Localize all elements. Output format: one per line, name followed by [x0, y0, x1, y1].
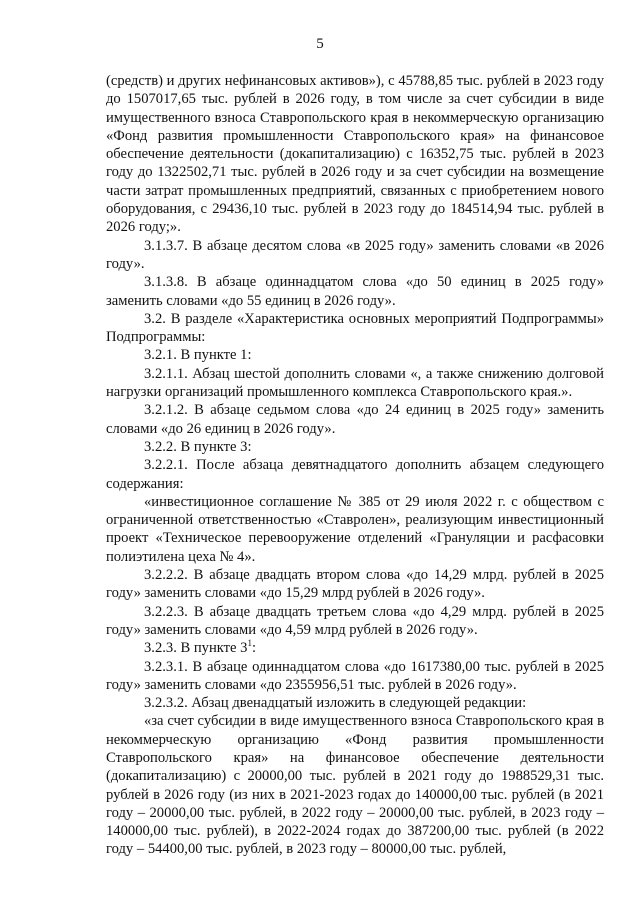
- superscript-1: 1: [247, 638, 252, 649]
- paragraph-3-2-3-2: 3.2.3.2. Абзац двенадцатый изложить в следующей редакции:: [144, 695, 527, 712]
- paragraph-3-2-1-1: 3.2.1.1. Абзац шестой дополнить словами «, а также снижению долговой нагрузки организаций промышленного комплекса Ставропольского края.».: [106, 365, 604, 401]
- paragraph-3-1-3-7: 3.1.3.7. В абзаце десятом слова «в 2025 году» заменить словами «в 2026 году».: [106, 237, 604, 272]
- paragraph-3-2-3-tail: :: [251, 640, 257, 657]
- paragraph-3-2-3-1: 3.2.3.1. В абзаце одиннадцатом слова «до 1617380,00 тыс. рублей в 2025 году» заменить словами «до 2355956,51 тыс. рублей в 2026 году».: [106, 658, 604, 693]
- paragraph-3-2-3: [106, 639, 604, 657]
- paragraph-3-2-3-text: 3.2.3. В пункте 3: [144, 640, 248, 657]
- paragraph-3-2-2: 3.2.2. В пункте 3:: [144, 438, 252, 455]
- paragraph-new-wording: «за счет субсидии в виде имущественного взноса Ставропольского края в некоммерческую организацию «Фонд развития промышленности Ставропольского края» на финансовое обеспечение деятельности (докапитализацию) с 20000,00 тыс. рублей в 2021 году до 1988529,31 тыс. рублей в 2026 году (из них в 2021-2023 годах до 140000,00 тыс. рублей (в 2021 году – 20000,00 тыс. рублей, в 2022 году – 20000,00 тыс. рублей, в 2023 году – 140000,00 тыс. рублей), в 2022-2024 годах до 387200,00 тыс. рублей (в 2022 году – 54400,00 тыс. рублей, в 2023 году – 80000,00 тыс. рублей,: [106, 713, 604, 858]
- paragraph-3-2-1-2: 3.2.1.2. В абзаце седьмом слова «до 24 единиц в 2025 году» заменить словами «до 26 единиц в 2026 году».: [106, 402, 604, 437]
- paragraph-3-2-2-1: 3.2.2.1. После абзаца девятнадцатого дополнить абзацем следующего содержания:: [106, 457, 604, 492]
- paragraph-3-2-2-3: 3.2.2.3. В абзаце двадцать третьем слова «до 4,29 млрд. рублей в 2025 году» заменить словами «до 4,59 млрд рублей в 2026 году».: [106, 603, 604, 638]
- paragraph-3-1-3-8: 3.1.3.8. В абзаце одиннадцатом слова «до 50 единиц в 2025 году» заменить словами «до 55 единиц в 2026 году».: [106, 274, 604, 309]
- paragraph-3-2-1: 3.2.1. В пункте 1:: [144, 347, 252, 364]
- paragraph-continuation: (средств) и других нефинансовых активов»), с 45788,85 тыс. рублей в 2023 году до 1507017,65 тыс. рублей в 2026 году, в том числе за счет субсидии в виде имущественного взноса Ставропольского края в некоммерческую организацию «Фонд развития промышленности Ставропольского края» на финансовое обеспечение деятельности (докапитализацию) с 16352,75 тыс. рублей в 2023 году до 1322502,71 тыс. рублей в 2026 году и за счет субсидии на возмещение части затрат промышленных предприятий, связанных с приобретением нового оборудования, с 29436,10 тыс. рублей в 2023 году до 184514,94 тыс. рублей в 2026 году;».: [106, 73, 604, 236]
- paragraph-3-2-2-2: 3.2.2.2. В абзаце двадцать втором слова «до 14,29 млрд. рублей в 2025 году» заменить словами «до 15,29 млрд рублей в 2026 году».: [106, 567, 604, 602]
- document-body: [106, 72, 604, 859]
- page-number: 5: [316, 36, 324, 52]
- paragraph-3-2: 3.2. В разделе «Характеристика основных мероприятий Подпрограммы» Подпрограммы:: [106, 310, 604, 346]
- paragraph-investment-agreement: «инвестиционное соглашение № 385 от 29 июля 2022 г. с обществом с ограниченной ответственностью «Ставролен», реализующим инвестиционный проект «Техническое перевооружение отделений «Грануляции и расфасовки полиэтилена цеха № 4».: [106, 493, 604, 565]
